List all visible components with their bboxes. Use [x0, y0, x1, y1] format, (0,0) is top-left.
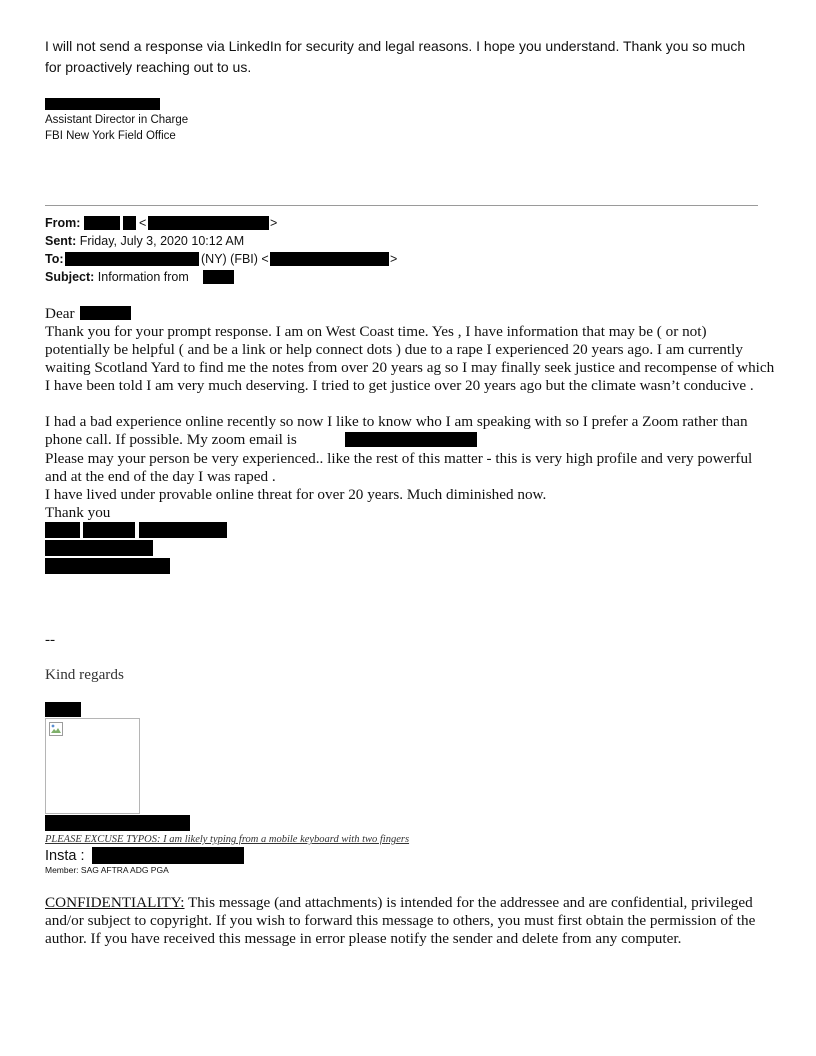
from-email-open: <	[139, 216, 147, 230]
subject-label: Subject:	[45, 270, 95, 284]
confidentiality-notice	[45, 894, 775, 948]
redacted-subject-name	[203, 270, 234, 284]
message-paragraph-2: I had a bad experience online recently so now I like to know who I am speaking with so I prefer a Zoom rather than phone call. If possible. My zoom email is	[45, 413, 748, 448]
redacted-sender-name	[45, 98, 160, 110]
signature-office: FBI New York Field Office	[45, 130, 176, 142]
from-line	[45, 214, 80, 232]
redacted-insta-handle	[92, 847, 244, 864]
header-divider	[45, 205, 758, 206]
broken-image-icon	[49, 722, 63, 736]
redacted-regards-name	[45, 702, 81, 717]
message-paragraph-4: I have lived under provable online threat for over 20 years. Much diminished now.	[45, 486, 547, 503]
from-label: From:	[45, 216, 81, 230]
redacted-greeting-name	[80, 306, 131, 320]
signature-dashes: --	[45, 631, 56, 648]
redacted-to-name	[65, 252, 199, 266]
insta-label: Insta :	[45, 848, 85, 864]
to-label: To:	[45, 252, 64, 266]
sent-value: Friday, July 3, 2020 10:12 AM	[79, 234, 245, 248]
to-email-close: >	[390, 252, 398, 266]
signature-title: Assistant Director in Charge	[45, 114, 189, 126]
sent-line	[45, 232, 244, 250]
intro-paragraph: I will not send a response via LinkedIn for security and legal reasons. I hope you understand. Thank you so much for proactively reaching out to us.	[45, 38, 746, 75]
redacted-signature-line-2	[45, 540, 153, 556]
message-paragraph-1: Thank you for your prompt response. I am on West Coast time. Yes , I have information that may be ( or not) potentially be helpful ( and be a link or help connect dots ) due to a rape I experienced 20 years ago. I am currently waiting Scotland Yard to find me the notes from over 20 years ag so I may finally seek justice and recompense of which I have been told I am very much deserving. I tried to get justice over 20 years ago but the climate wasn’t conducive .	[45, 323, 775, 394]
sent-label: Sent:	[45, 234, 77, 248]
member-line: Member: SAG AFTRA ADG PGA	[45, 865, 169, 875]
subject-value: Information from	[97, 270, 189, 284]
to-line	[45, 250, 64, 268]
redacted-from-email	[148, 216, 269, 230]
redacted-signature-first	[45, 522, 80, 538]
confidentiality-text: This message (and attachments) is intended for the addressee and are confidential, privileged and/or subject to copyright. If you wish to forward this message to others, you must first obtain the permission of the author. If you have received this message in error please notify the sender and delete from any computer.	[45, 894, 756, 947]
to-value: (NY) (FBI) <	[201, 252, 269, 266]
message-closing: Thank you	[45, 504, 111, 521]
redacted-signature-last	[139, 522, 227, 538]
redacted-from-initial	[123, 216, 136, 230]
redacted-from-name	[84, 216, 120, 230]
greeting: Dear	[45, 305, 75, 322]
from-email-close: >	[270, 216, 278, 230]
signature-image-placeholder	[45, 718, 140, 814]
redacted-to-email	[270, 252, 389, 266]
subject-line	[45, 268, 189, 286]
redacted-zoom-email	[345, 432, 477, 447]
redacted-signature-middle	[83, 522, 135, 538]
redacted-signature-line-3	[45, 558, 170, 574]
kind-regards: Kind regards	[45, 666, 124, 683]
message-paragraph-3: Please may your person be very experienced.. like the rest of this matter - this is very high profile and very powerful and at the end of the day I was raped .	[45, 450, 753, 485]
redacted-footer-name	[45, 815, 190, 831]
confidentiality-label: CONFIDENTIALITY:	[45, 894, 185, 911]
typos-note[interactable]: PLEASE EXCUSE TYPOS: I am likely typing from a mobile keyboard with two fingers	[45, 834, 410, 845]
